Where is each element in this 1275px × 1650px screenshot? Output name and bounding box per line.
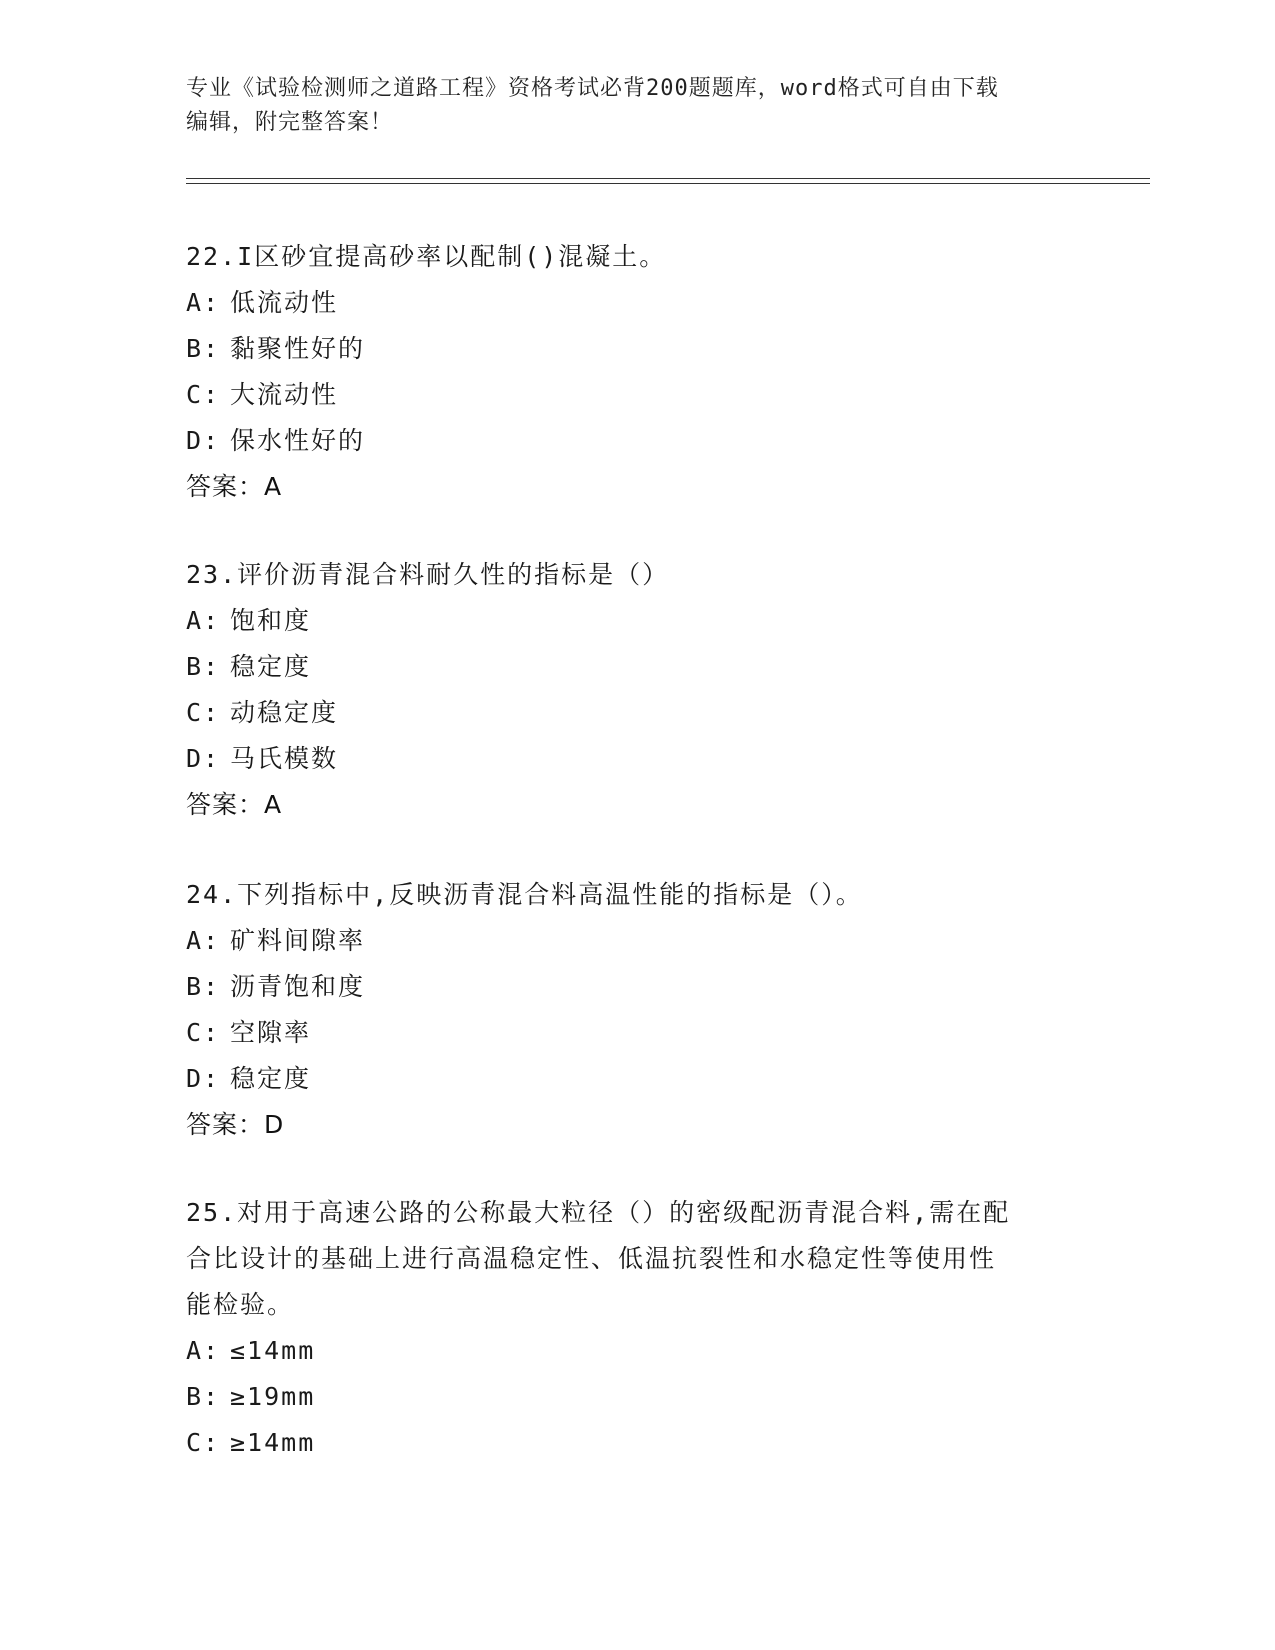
header-divider-top [186, 178, 1150, 179]
question-stem: 22.I区砂宜提高砂率以配制()混凝土。 [186, 242, 667, 271]
option-text: 稳定度 [230, 1064, 312, 1093]
option-label: A: [186, 926, 221, 955]
option-text: 动稳定度 [230, 698, 339, 727]
question-24 [186, 872, 1066, 1148]
option-text: ≥19mm [230, 1382, 316, 1411]
option-label: D: [186, 1064, 221, 1093]
option-label: B: [186, 652, 221, 681]
option-text: 饱和度 [230, 606, 312, 635]
option-d [186, 736, 1066, 782]
option-text: 保水性好的 [230, 426, 366, 455]
question-stem: 23.评价沥青混合料耐久性的指标是（） [186, 560, 670, 589]
option-c [186, 1010, 1066, 1056]
option-label: C: [186, 698, 221, 727]
question-stem-line-3: 能检验。 [186, 1290, 295, 1319]
question-22 [186, 234, 1066, 510]
question-stem: 24.下列指标中,反映沥青混合料高温性能的指标是（）。 [186, 880, 863, 909]
header-line-1: 专业《试验检测师之道路工程》资格考试必背200题题库，word格式可自由下载 [186, 76, 999, 101]
option-label: A: [186, 1336, 221, 1365]
option-c [186, 372, 1066, 418]
option-text: 矿料间隙率 [230, 926, 366, 955]
option-text: ≥14mm [230, 1428, 316, 1457]
option-text: 低流动性 [230, 288, 339, 317]
option-label: D: [186, 426, 221, 455]
option-label: C: [186, 1428, 221, 1457]
question-23 [186, 552, 1066, 828]
option-text: ≤14mm [230, 1336, 316, 1365]
option-text: 马氏模数 [230, 744, 339, 773]
option-label: B: [186, 334, 221, 363]
option-b [186, 644, 1066, 690]
option-d [186, 418, 1066, 464]
option-a [186, 1328, 1066, 1374]
question-stem-line-2: 合比设计的基础上进行高温稳定性、低温抗裂性和水稳定性等使用性 [186, 1244, 997, 1273]
option-a [186, 280, 1066, 326]
option-b [186, 1374, 1066, 1420]
document-header [186, 72, 1066, 140]
option-label: B: [186, 1382, 221, 1411]
question-stem-line-1: 25.对用于高速公路的公称最大粒径（）的密级配沥青混合料,需在配 [186, 1198, 1011, 1227]
option-c [186, 1420, 1066, 1466]
option-a [186, 918, 1066, 964]
option-label: B: [186, 972, 221, 1001]
answer: 答案：D [186, 1110, 285, 1139]
option-b [186, 326, 1066, 372]
option-d [186, 1056, 1066, 1102]
option-b [186, 964, 1066, 1010]
option-label: D: [186, 744, 221, 773]
option-text: 沥青饱和度 [230, 972, 366, 1001]
option-a [186, 598, 1066, 644]
header-divider-bottom [186, 183, 1150, 184]
option-label: C: [186, 1018, 221, 1047]
option-label: A: [186, 606, 221, 635]
option-label: A: [186, 288, 221, 317]
option-text: 大流动性 [230, 380, 339, 409]
option-c [186, 690, 1066, 736]
question-25 [186, 1190, 1066, 1466]
answer: 答案：A [186, 790, 283, 819]
option-text: 空隙率 [230, 1018, 312, 1047]
answer: 答案：A [186, 472, 283, 501]
option-text: 黏聚性好的 [230, 334, 366, 363]
option-text: 稳定度 [230, 652, 312, 681]
header-line-2: 编辑，附完整答案！ [186, 110, 394, 135]
option-label: C: [186, 380, 221, 409]
